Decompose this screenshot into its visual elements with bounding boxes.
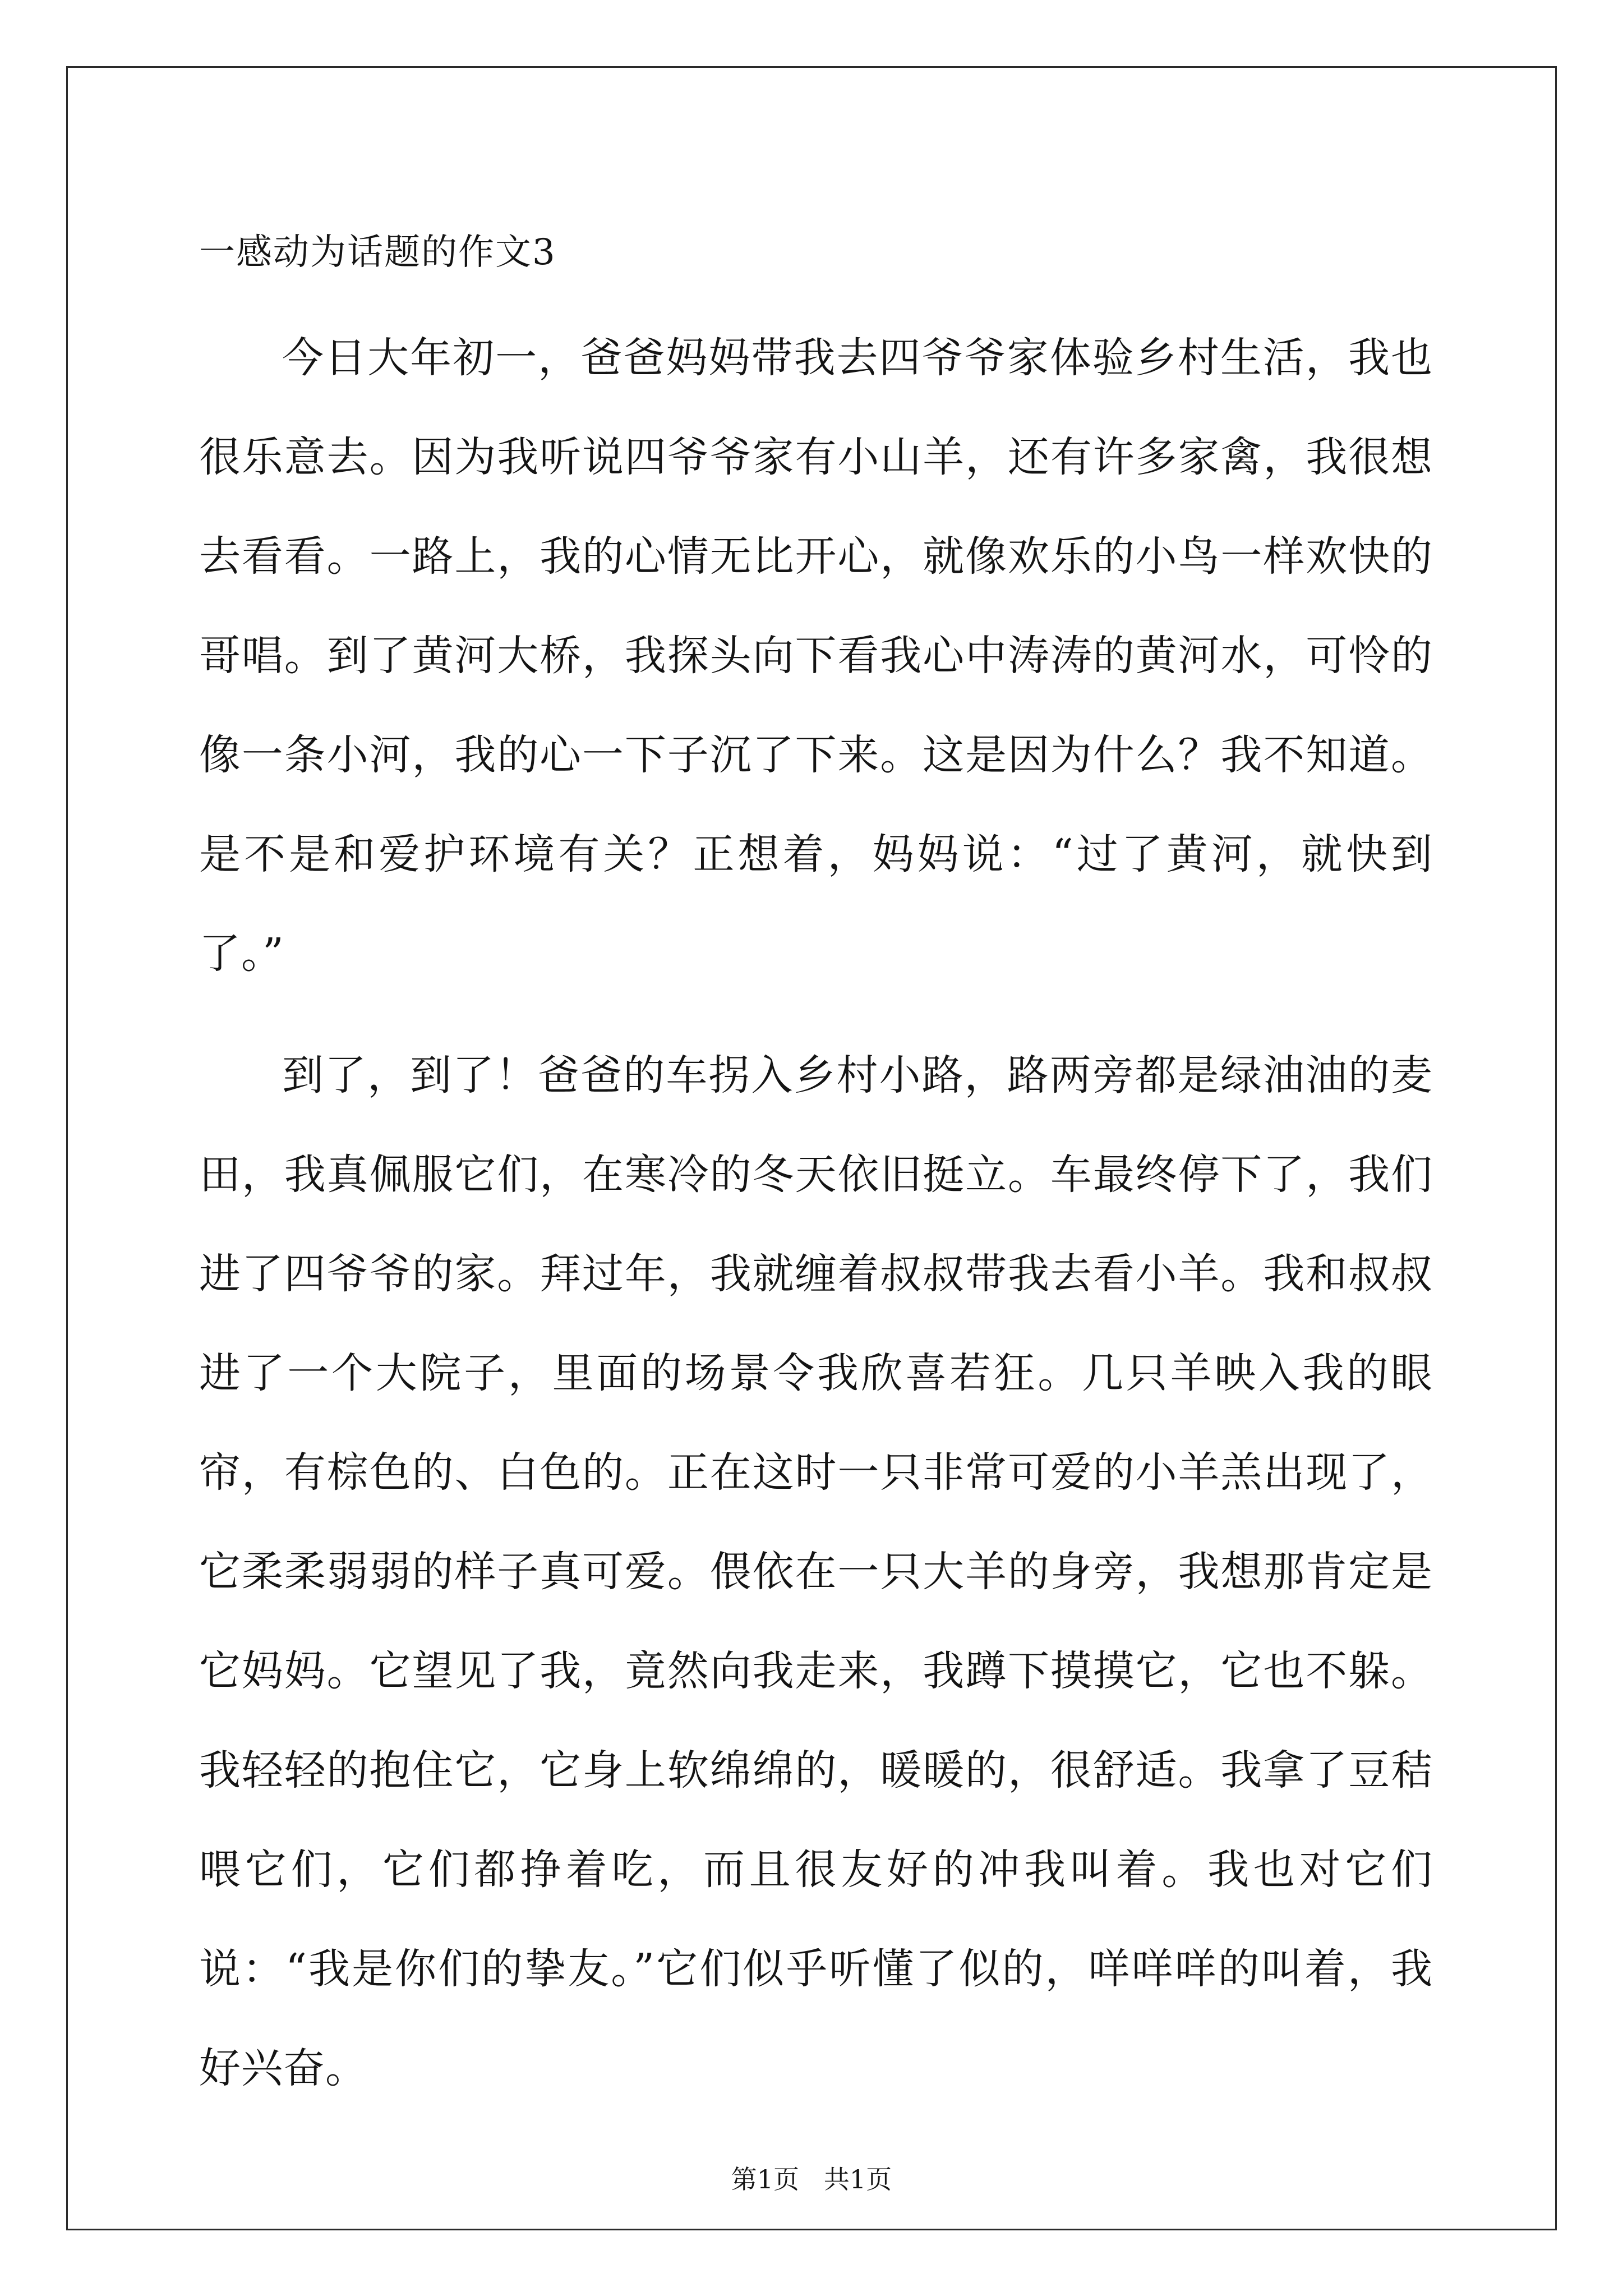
page-number-footer: 第1页 共1页 [731,2164,892,2194]
document-body [199,219,1433,2118]
paragraph-1: 今日大年初一，爸爸妈妈带我去四爷爷家体验乡村生活，我也很乐意去。因为我听说四爷爷家有小山羊，还有许多家禽，我很想去看看。一路上，我的心情无比开心，就像欢乐的小鸟一样欢快的哥唱。到了黄河大桥，我探头向下看我心中涛涛的黄河水，可怜的像一条小河，我的心一下子沉了下来。这是因为什么？我不知道。是不是和爱护环境有关？正想着，妈妈说：“过了黄河，就快到了。” [199,334,1433,978]
document-title: 一感动为话题的作文3 [199,232,556,273]
paragraph-2: 到了，到了！爸爸的车拐入乡村小路，路两旁都是绿油油的麦田，我真佩服它们，在寒冷的冬天依旧挺立。车最终停下了，我们进了四爷爷的家。拜过年，我就缠着叔叔带我去看小羊。我和叔叔进了一个大院子，里面的场景令我欣喜若狂。几只羊映入我的眼帘，有棕色的、白色的。正在这时一只非常可爱的小羊羔出现了，它柔柔弱弱的样子真可爱。偎依在一只大羊的身旁，我想那肯定是它妈妈。它望见了我，竟然向我走来，我蹲下摸摸它，它也不躲。我轻轻的抱住它，它身上软绵绵的，暖暖的，很舒适。我拿了豆秸喂它们，它们都挣着吃，而且很友好的冲我叫着。我也对它们说：“我是你们的挚友。”它们似乎听懂了似的，咩咩咩的叫着，我好兴奋。 [199,1051,1433,2092]
